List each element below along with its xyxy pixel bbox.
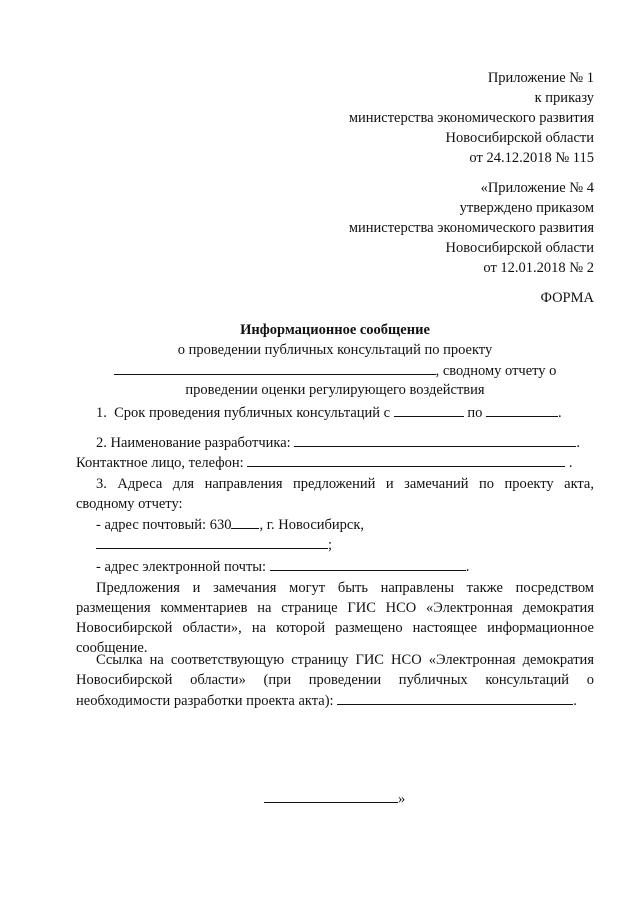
paragraph-link: Ссылка на соответствующую страницу ГИС НСО «Электронная демократия Новосибирской области» (при проведении публичных консультаций о необходимости разработки проекта акта): .	[76, 652, 594, 709]
header2-line1: «Приложение № 4	[480, 180, 594, 196]
project-name-blank[interactable]	[114, 360, 436, 375]
email-blank[interactable]	[270, 556, 466, 571]
postal-address-blank[interactable]	[96, 534, 328, 549]
header2-line3: министерства экономического развития	[348, 220, 594, 236]
postal-address-line: - адрес почтовый: 630 , г. Новосибирск,	[96, 514, 364, 535]
paragraph-comments: Предложения и замечания могут быть направлены также посредством размещения комментариев на странице ГИС НСО «Электронная демократия Новосибирской области», на которой размещено настоящее информационное сообщение.	[76, 580, 594, 656]
developer-name-blank[interactable]	[294, 432, 576, 447]
header2-line4: Новосибирской области	[445, 240, 594, 256]
form-label: ФОРМА	[540, 290, 594, 306]
heading-sub1: о проведении публичных консультаций по проекту	[177, 342, 493, 358]
contact-blank[interactable]	[247, 452, 565, 467]
header2-line5: от 12.01.2018 № 2	[483, 260, 594, 276]
header1-line5: от 24.12.2018 № 115	[469, 150, 594, 166]
signature-blank[interactable]	[264, 788, 398, 803]
link-blank[interactable]	[337, 690, 573, 705]
header1-line3: министерства экономического развития	[348, 110, 594, 126]
heading-sub3: проведении оценки регулирующего воздействия	[185, 382, 485, 398]
consultation-end-blank[interactable]	[486, 402, 558, 417]
header1-line1: Приложение № 1	[487, 70, 594, 86]
header1-line2: к приказу	[534, 90, 594, 106]
header1-line4: Новосибирской области	[445, 130, 594, 146]
document-heading: Информационное сообщение	[240, 322, 430, 338]
postal-code-blank[interactable]	[231, 514, 259, 529]
email-line: - адрес электронной почты: .	[96, 556, 469, 577]
item1-line: 1. Срок проведения публичных консультаций с по .	[96, 402, 562, 423]
consultation-start-blank[interactable]	[394, 402, 464, 417]
item3-text: 3. Адреса для направления предложений и замечаний по проекту акта, сводному отчету:	[76, 476, 594, 512]
item2-line: 2. Наименование разработчика: .	[96, 432, 580, 453]
closing-line: »	[264, 788, 405, 809]
postal-address-line2: ;	[96, 534, 332, 555]
contact-line: Контактное лицо, телефон: .	[76, 452, 573, 473]
heading-sub2: , сводному отчету о	[76, 360, 594, 381]
header2-line2: утверждено приказом	[459, 200, 594, 216]
